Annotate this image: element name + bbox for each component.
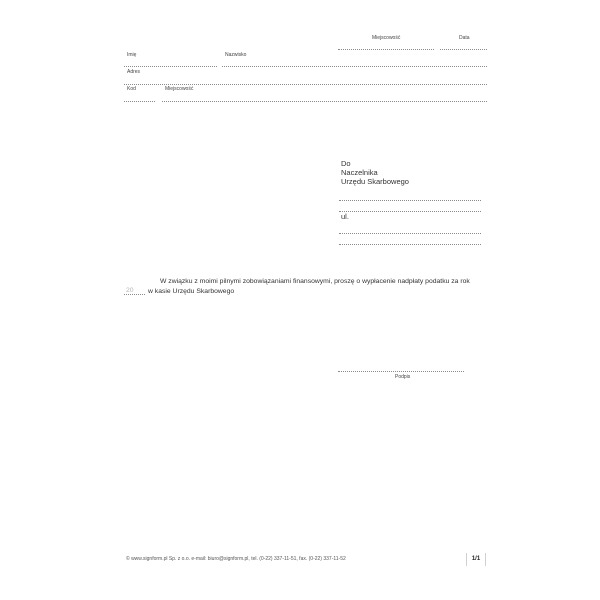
place-label: Miejscowość bbox=[372, 35, 401, 41]
city-label: Miejscowość bbox=[165, 86, 194, 92]
recipient-line-3: Urzędu Skarbowego bbox=[341, 177, 409, 186]
first-name-label: Imię bbox=[127, 52, 137, 58]
last-name-field[interactable] bbox=[222, 66, 487, 67]
request-text-line-1: W związku z moimi pilnymi zobowiązaniami finansowymi, proszę o wypłacenie nadpłaty podatku za rok bbox=[160, 278, 470, 285]
date-field[interactable] bbox=[440, 49, 487, 50]
office-name-field[interactable] bbox=[339, 200, 481, 201]
signature-label: Podpis bbox=[395, 374, 411, 380]
year-prefix: 20 bbox=[126, 287, 134, 294]
page-number: 1/1 bbox=[471, 556, 481, 562]
place-field[interactable] bbox=[338, 49, 434, 50]
address-label: Adres bbox=[127, 69, 141, 75]
postal-code-label: Kod bbox=[127, 86, 136, 92]
request-text-line-2: w kasie Urzędu Skarbowego bbox=[148, 288, 235, 295]
city-field[interactable] bbox=[162, 101, 487, 102]
city-postal-field[interactable] bbox=[339, 244, 481, 245]
address-field[interactable] bbox=[124, 84, 487, 85]
address-line-field[interactable] bbox=[339, 233, 481, 234]
street-prefix: ul. bbox=[341, 212, 349, 221]
recipient-line-2: Naczelnika bbox=[341, 168, 378, 177]
last-name-label: Nazwisko bbox=[225, 52, 247, 58]
date-label: Data bbox=[459, 35, 470, 41]
recipient-line-1: Do bbox=[341, 159, 351, 168]
street-field[interactable] bbox=[339, 211, 481, 212]
page-number-box bbox=[466, 553, 486, 566]
postal-code-field[interactable] bbox=[124, 101, 155, 102]
footer-copyright: © www.signform.pl Sp. z o.o. e-mail: biuro@signform.pl, tel. (0-22) 337-11-51, fax. (0-22) 337-11-52 bbox=[126, 556, 346, 562]
signature-field[interactable] bbox=[338, 371, 464, 372]
first-name-field[interactable] bbox=[124, 66, 217, 67]
